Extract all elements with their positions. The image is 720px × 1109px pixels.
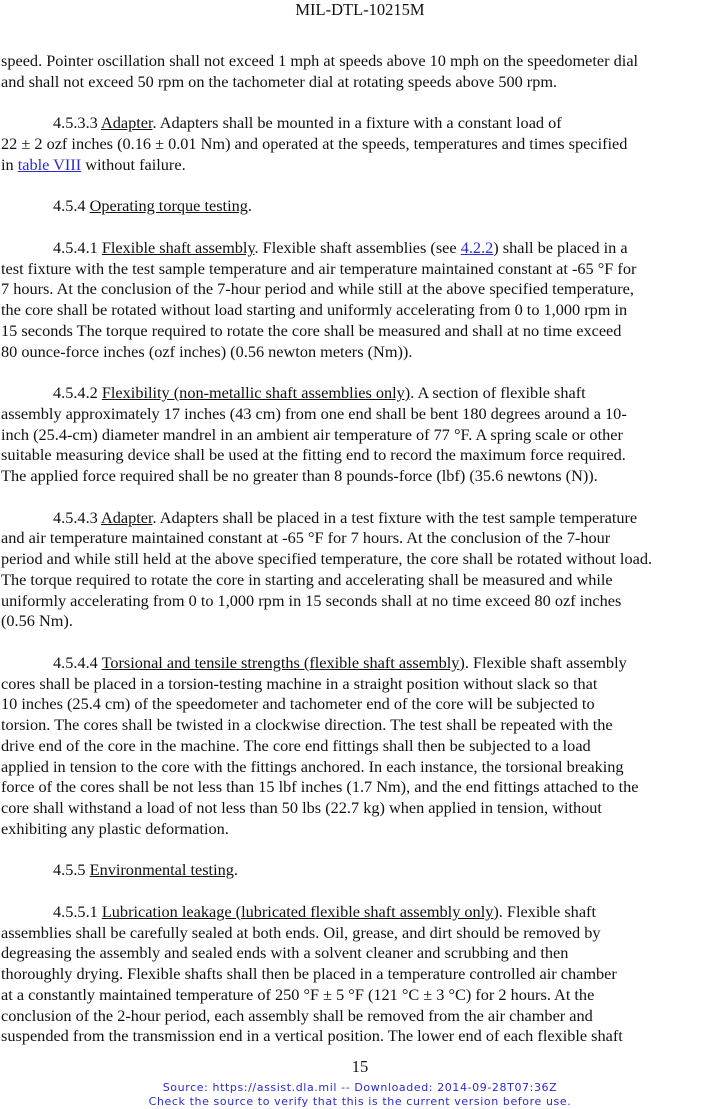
text-run: assemblies shall be carefully sealed at both ends. Oil, grease, and dirt should be removed by bbox=[1, 922, 601, 942]
section-heading: Flexibility (non-metallic shaft assemblies only) bbox=[101, 383, 411, 402]
cross-reference-link[interactable]: table VIII bbox=[17, 154, 82, 174]
text-line bbox=[1, 383, 717, 404]
text-line bbox=[1, 466, 717, 487]
text-line bbox=[1, 155, 717, 176]
text-run: ) shall be placed in a bbox=[493, 237, 628, 257]
text-line bbox=[1, 902, 717, 923]
text-run: . Flexible shaft bbox=[498, 901, 596, 921]
text-run: . Adapters shall be mounted in a fixture with a constant load of bbox=[152, 113, 562, 133]
section-heading: Lubrication leakage (lubricated flexible shaft assembly only) bbox=[101, 901, 499, 921]
section-heading: Flexible shaft assembly bbox=[101, 237, 255, 257]
text-run: core shall withstand a load of not less than 50 lbs (22.7 kg) when applied in tension, without bbox=[1, 798, 602, 817]
text-line bbox=[1, 943, 717, 964]
text-run: 4.5.4.4 bbox=[53, 652, 102, 672]
text-line bbox=[1, 964, 717, 985]
text-line bbox=[1, 736, 717, 757]
text-line bbox=[1, 860, 717, 881]
text-line bbox=[1, 300, 717, 321]
text-run: suitable measuring device shall be used at the fitting end to record the maximum force required. bbox=[1, 445, 626, 465]
text-line bbox=[1, 777, 717, 798]
cross-reference-link[interactable]: 4.2.2 bbox=[460, 237, 494, 257]
text-line bbox=[1, 694, 717, 715]
text-line bbox=[1, 404, 717, 425]
paragraph-gap bbox=[1, 487, 717, 508]
text-run: period and while still held at the above specified temperature, the core shall be rotated without load. bbox=[1, 549, 653, 568]
paragraph-gap bbox=[1, 881, 717, 902]
text-run: without failure. bbox=[81, 154, 186, 174]
text-line bbox=[1, 134, 717, 155]
text-run: 80 ounce-force inches (ozf inches) (0.56 newton meters (Nm)). bbox=[1, 341, 413, 361]
text-run: 4.5.4 bbox=[53, 196, 90, 216]
text-run: (0.56 Nm). bbox=[1, 611, 73, 631]
text-line bbox=[1, 819, 717, 840]
text-run: 7 hours. At the conclusion of the 7-hour period and while still at the above specified temperature, bbox=[1, 279, 634, 299]
source-footer-line-1: Source: https://assist.dla.mil -- Downloaded: 2014-09-28T07:36Z bbox=[162, 1081, 558, 1094]
text-run: inch (25.4-cm) diameter mandrel in an ambient air temperature of 77 °F. A spring scale or other bbox=[1, 424, 623, 444]
paragraph-gap bbox=[1, 840, 717, 861]
text-run: assembly approximately 17 inches (43 cm) from one end shall be bent 180 degrees around a 10- bbox=[1, 403, 627, 423]
text-run: degreasing the assembly and sealed ends with a solvent cleaner and scrubbing and then bbox=[1, 943, 569, 963]
text-run: . Adapters shall be placed in a test fixture with the test sample temperature bbox=[152, 507, 638, 527]
text-run: suspended from the transmission end in a vertical position. The lower end of each flexible shaft bbox=[1, 1026, 623, 1046]
text-run: 4.5.5 bbox=[53, 860, 90, 880]
text-line bbox=[1, 528, 717, 549]
section-heading: Operating torque testing bbox=[89, 196, 248, 216]
text-run: . Flexible shaft assemblies (see bbox=[254, 237, 461, 257]
section-heading: Torsional and tensile strengths (flexible shaft assembly) bbox=[101, 652, 465, 672]
paragraph-gap bbox=[1, 176, 717, 197]
text-line bbox=[1, 445, 717, 466]
text-line bbox=[1, 321, 717, 342]
text-line bbox=[1, 51, 717, 72]
text-run: exhibiting any plastic deformation. bbox=[1, 818, 229, 838]
text-run: . Flexible shaft assembly bbox=[464, 652, 627, 672]
text-run: thoroughly drying. Flexible shafts shall then be placed in a temperature controlled air chamber bbox=[1, 964, 617, 983]
text-line bbox=[1, 196, 717, 217]
text-line bbox=[1, 279, 717, 300]
text-run: test fixture with the test sample temperature and air temperature maintained constant at -65 °F for bbox=[1, 258, 637, 278]
text-run: drive end of the core in the machine. The core end fittings shall then be subjected to a load bbox=[1, 735, 591, 755]
text-run: and air temperature maintained constant at -65 °F for 7 hours. At the conclusion of the 7-hour bbox=[1, 528, 611, 548]
text-line bbox=[1, 923, 717, 944]
text-line bbox=[1, 591, 717, 612]
text-line bbox=[1, 674, 717, 695]
text-run: The torque required to rotate the core in starting and accelerating shall be measured and while bbox=[1, 569, 613, 589]
text-line bbox=[1, 342, 717, 363]
text-run: The applied force required shall be no greater than 8 pounds-force (lbf) (35.6 newtons (N)). bbox=[1, 466, 598, 485]
text-run: 4.5.3.3 bbox=[53, 113, 101, 133]
text-run: 4.5.4.3 bbox=[53, 507, 101, 527]
text-run: and shall not exceed 50 rpm on the tachometer dial at rotating speeds above 500 rpm. bbox=[1, 71, 558, 91]
document-body bbox=[1, 51, 717, 1047]
text-line bbox=[1, 653, 717, 674]
text-line bbox=[1, 1026, 717, 1047]
text-line bbox=[1, 798, 717, 819]
paragraph-gap bbox=[1, 632, 717, 653]
text-run: speed. Pointer oscillation shall not exceed 1 mph at speeds above 10 mph on the speedometer dial bbox=[1, 51, 639, 70]
text-line bbox=[1, 715, 717, 736]
text-run: 22 ± 2 ozf inches (0.16 ± 0.01 Nm) and operated at the speeds, temperatures and times specified bbox=[1, 134, 628, 153]
page-number: 15 bbox=[351, 1057, 369, 1076]
text-line bbox=[1, 757, 717, 778]
text-line bbox=[1, 425, 717, 446]
text-run: . A section of flexible shaft bbox=[410, 383, 586, 402]
text-line bbox=[1, 1006, 717, 1027]
text-run: conclusion of the 2-hour period, each assembly shall be removed from the air chamber and bbox=[1, 1005, 593, 1025]
text-run: uniformly accelerating from 0 to 1,000 rpm in 15 seconds shall at no time exceed 80 ozf inches bbox=[1, 590, 622, 610]
text-line bbox=[1, 985, 717, 1006]
section-heading: Adapter bbox=[100, 113, 153, 133]
text-line bbox=[1, 238, 717, 259]
text-line bbox=[1, 549, 717, 570]
text-run: . bbox=[247, 196, 252, 216]
text-run: applied in tension to the core with the fittings anchored. In each instance, the torsional breaking bbox=[1, 756, 624, 776]
text-run: force of the cores shall be not less than 15 lbf inches (1.7 Nm), and the end fittings attached to the bbox=[1, 777, 639, 797]
source-footer bbox=[0, 1081, 720, 1109]
text-run: 15 seconds The torque required to rotate the core shall be measured and shall at no time exceed bbox=[1, 320, 622, 340]
text-line bbox=[1, 113, 717, 134]
text-line bbox=[1, 259, 717, 280]
text-run: 4.5.4.2 bbox=[53, 383, 102, 402]
text-run: 10 inches (25.4 cm) of the speedometer and tachometer end of the core will be subjected to bbox=[1, 694, 595, 714]
text-run: 4.5.4.1 bbox=[53, 237, 102, 257]
text-run: the core shall be rotated without load starting and uniformly accelerating from 0 to 1,000 rpm in bbox=[1, 300, 628, 319]
section-heading: Environmental testing bbox=[89, 860, 234, 880]
text-run: 4.5.5.1 bbox=[53, 901, 102, 921]
text-run: at a constantly maintained temperature of 250 °F ± 5 °F (121 °C ± 3 °C) for 2 hours. At the bbox=[1, 984, 595, 1004]
section-heading: Adapter bbox=[100, 507, 153, 527]
text-line bbox=[1, 611, 717, 632]
text-line bbox=[1, 570, 717, 591]
source-footer-line-2: Check the source to verify that this is the current version before use. bbox=[148, 1095, 572, 1108]
paragraph-gap bbox=[1, 93, 717, 114]
text-run: . bbox=[233, 860, 238, 880]
text-line bbox=[1, 72, 717, 93]
document-id-header: MIL-DTL-10215M bbox=[295, 0, 425, 19]
paragraph-gap bbox=[1, 217, 717, 238]
paragraph-gap bbox=[1, 362, 717, 383]
text-line bbox=[1, 508, 717, 529]
text-run: cores shall be placed in a torsion-testing machine in a straight position without slack so that bbox=[1, 673, 598, 693]
text-run: torsion. The cores shall be twisted in a clockwise direction. The test shall be repeated with the bbox=[1, 715, 613, 734]
text-run: in bbox=[1, 154, 18, 174]
